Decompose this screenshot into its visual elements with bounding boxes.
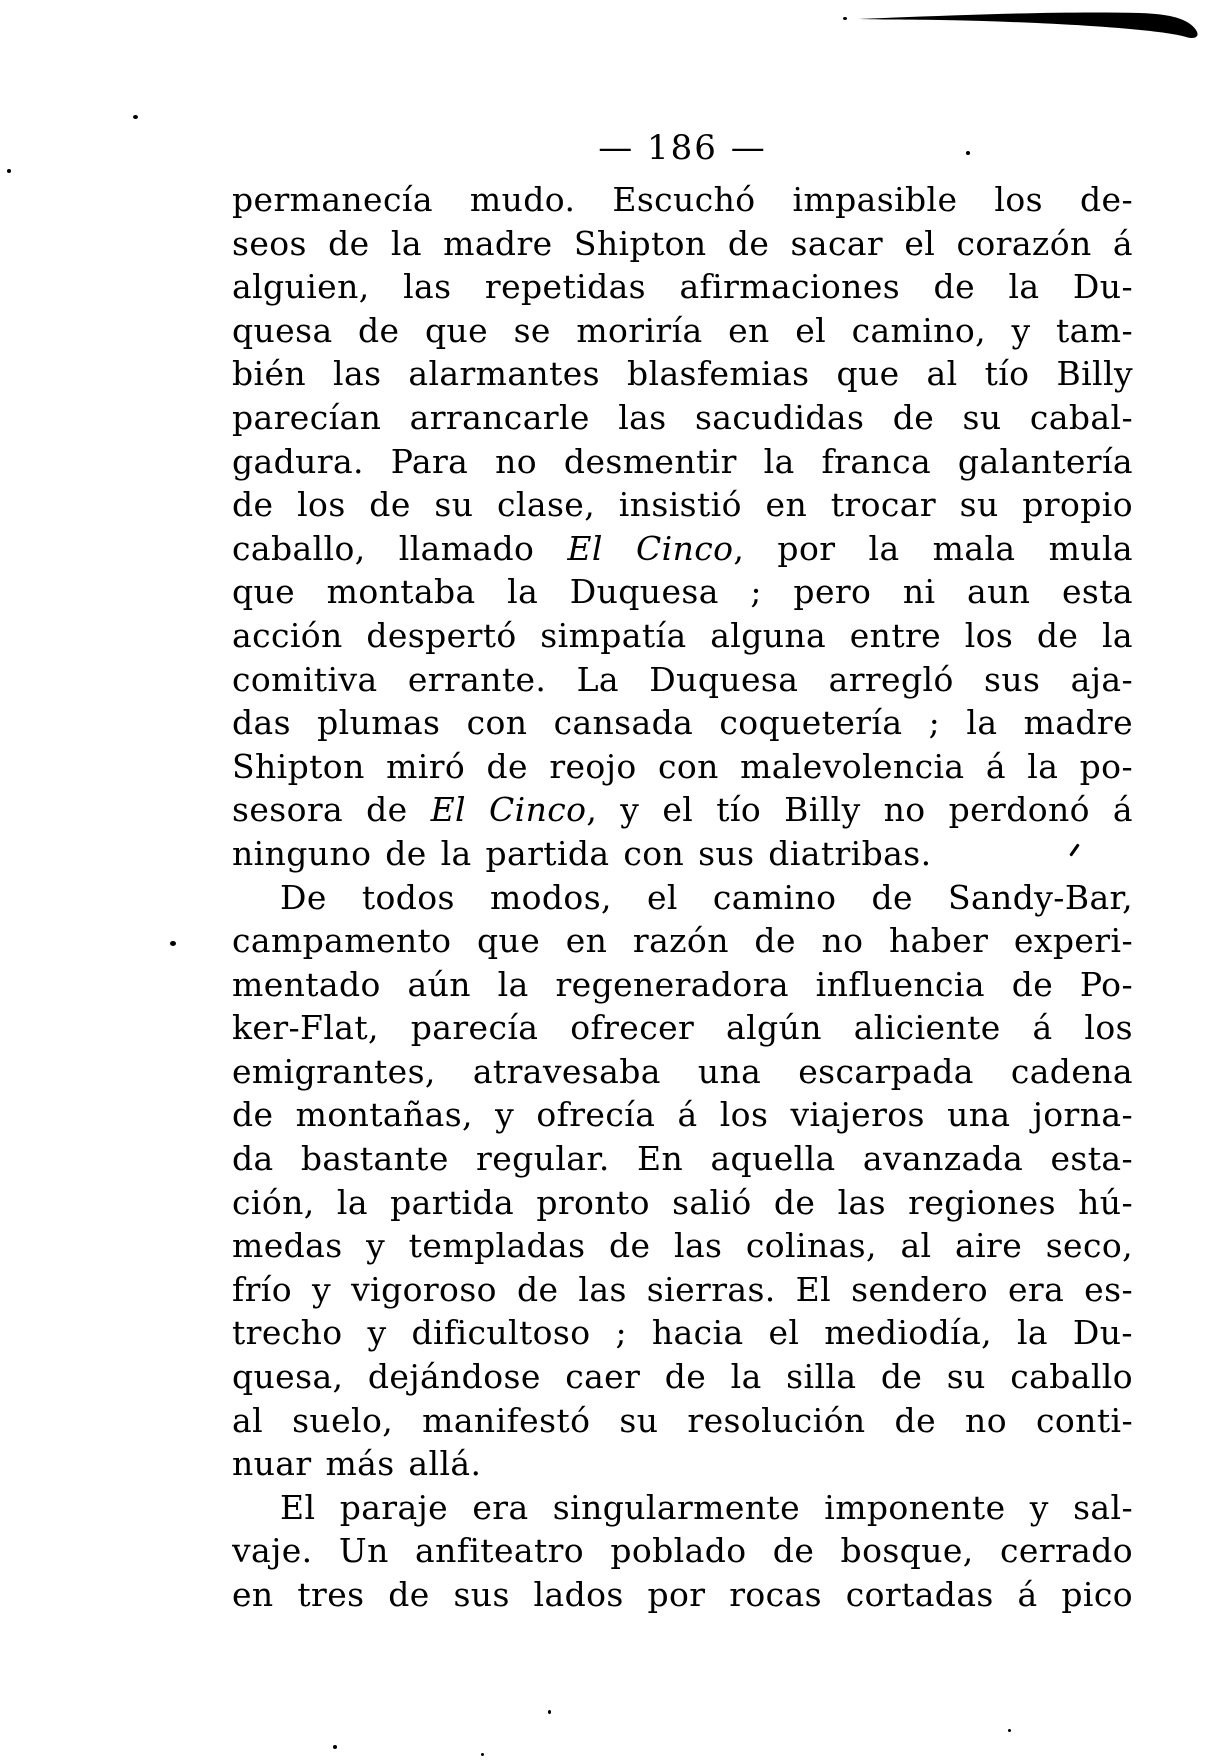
text-line-19 — [232, 963, 1133, 1007]
page-text — [232, 178, 1133, 1617]
text-segment: sesora de — [232, 790, 431, 830]
text-line-33 — [232, 1573, 1133, 1617]
text-line-20 — [232, 1006, 1133, 1050]
text-segment: en tres de sus lados por rocas cortadas á pico — [232, 1575, 1133, 1614]
text-segment: , por la mala mula — [733, 528, 1133, 568]
italic-phrase: El Cinco — [430, 790, 587, 830]
text-line-9 — [232, 527, 1133, 571]
scan-speck — [966, 151, 970, 155]
text-line-22 — [232, 1093, 1133, 1137]
text-segment: medas y templadas de las colinas, al aire seco, — [232, 1226, 1133, 1266]
text-segment: alguien, las repetidas afirmaciones de la Du- — [232, 267, 1133, 307]
text-segment: frío y vigoroso de las sierras. El sendero era es- — [232, 1269, 1133, 1309]
text-segment: trecho y dificultoso ; hacia el mediodía, la Du- — [232, 1313, 1133, 1353]
text-segment: parecían arrancarle las sacudidas de su cabal- — [232, 397, 1133, 437]
text-segment: que montaba la Duquesa ; pero ni aun esta — [232, 572, 1133, 612]
text-line-26 — [232, 1268, 1133, 1312]
scan-speck — [843, 17, 847, 20]
scan-speck — [170, 941, 176, 946]
text-line-4 — [232, 309, 1133, 353]
text-line-28 — [232, 1355, 1133, 1399]
text-line-17 — [232, 876, 1133, 920]
text-segment: da bastante regular. En aquella avanzada esta- — [232, 1139, 1133, 1179]
text-segment: nuar más allá. — [232, 1444, 482, 1484]
text-segment: quesa, dejándose caer de la silla de su caballo — [232, 1357, 1133, 1397]
text-segment: seos de la madre Shipton de sacar el corazón á — [232, 223, 1133, 263]
text-segment: bién las alarmantes blasfemias que al tío Billy — [232, 354, 1133, 394]
text-segment: mentado aún la regeneradora influencia de Po- — [232, 964, 1133, 1004]
italic-phrase: El Cinco — [567, 528, 734, 568]
text-segment: El paraje era singularmente imponente y sal- — [280, 1487, 1133, 1527]
text-segment: , y el tío Billy no perdonó á — [586, 790, 1133, 830]
text-segment: comitiva errante. La Duquesa arregló sus aja- — [232, 659, 1133, 699]
text-segment: ción, la partida pronto salió de las regiones hú- — [232, 1182, 1133, 1222]
text-segment: acción despertó simpatía alguna entre los de la — [232, 615, 1133, 655]
scan-speck — [1008, 1729, 1011, 1732]
text-line-32 — [232, 1529, 1133, 1573]
text-line-15 — [232, 788, 1133, 832]
scan-speck — [133, 115, 138, 119]
text-segment: al suelo, manifestó su resolución de no conti- — [232, 1400, 1133, 1440]
text-line-27 — [232, 1311, 1133, 1355]
scan-speck — [481, 1753, 484, 1756]
ink-smudge-artifact — [0, 0, 1209, 60]
text-line-2 — [232, 222, 1133, 266]
text-line-1 — [232, 178, 1133, 222]
text-line-23 — [232, 1137, 1133, 1181]
text-segment: De todos modos, el camino de Sandy-Bar, — [280, 877, 1133, 917]
text-segment: Shipton miró de reojo con malevolencia á la po- — [232, 746, 1133, 786]
text-segment: caballo, llamado — [232, 528, 568, 568]
text-line-21 — [232, 1050, 1133, 1094]
text-segment: das plumas con cansada coquetería ; la madre — [232, 703, 1133, 743]
text-line-14 — [232, 745, 1133, 789]
text-segment: campamento que en razón de no haber experi- — [232, 921, 1133, 961]
text-segment: permanecía mudo. Escuchó impasible los de- — [232, 180, 1133, 219]
text-line-10 — [232, 570, 1133, 614]
text-line-5 — [232, 352, 1133, 396]
text-line-25 — [232, 1224, 1133, 1268]
text-line-24 — [232, 1181, 1133, 1225]
text-line-3 — [232, 265, 1133, 309]
text-segment: ninguno de la partida con sus diatribas. — [232, 833, 932, 873]
text-line-12 — [232, 658, 1133, 702]
text-line-13 — [232, 701, 1133, 745]
text-line-16 — [232, 832, 1133, 876]
text-line-18 — [232, 919, 1133, 963]
text-segment: gadura. Para no desmentir la franca galantería — [232, 441, 1133, 481]
text-segment: de los de su clase, insistió en trocar su propio — [232, 485, 1133, 525]
text-line-31 — [232, 1486, 1133, 1530]
scan-speck — [333, 1745, 337, 1749]
text-segment: ker-Flat, parecía ofrecer algún aliciente á los — [232, 1008, 1133, 1048]
text-line-30 — [232, 1442, 1133, 1486]
text-line-7 — [232, 440, 1133, 484]
text-segment: quesa de que se moriría en el camino, y tam- — [232, 310, 1133, 350]
page-number: — 186 — — [598, 128, 767, 168]
scan-speck — [548, 1710, 551, 1714]
scan-speck — [7, 169, 11, 173]
text-segment: de montañas, y ofrecía á los viajeros una jorna- — [232, 1095, 1133, 1135]
text-segment: vaje. Un anfiteatro poblado de bosque, cerrado — [232, 1531, 1133, 1571]
text-line-11 — [232, 614, 1133, 658]
text-line-8 — [232, 483, 1133, 527]
text-line-29 — [232, 1399, 1133, 1443]
text-segment: emigrantes, atravesaba una escarpada cadena — [232, 1051, 1133, 1091]
text-line-6 — [232, 396, 1133, 440]
